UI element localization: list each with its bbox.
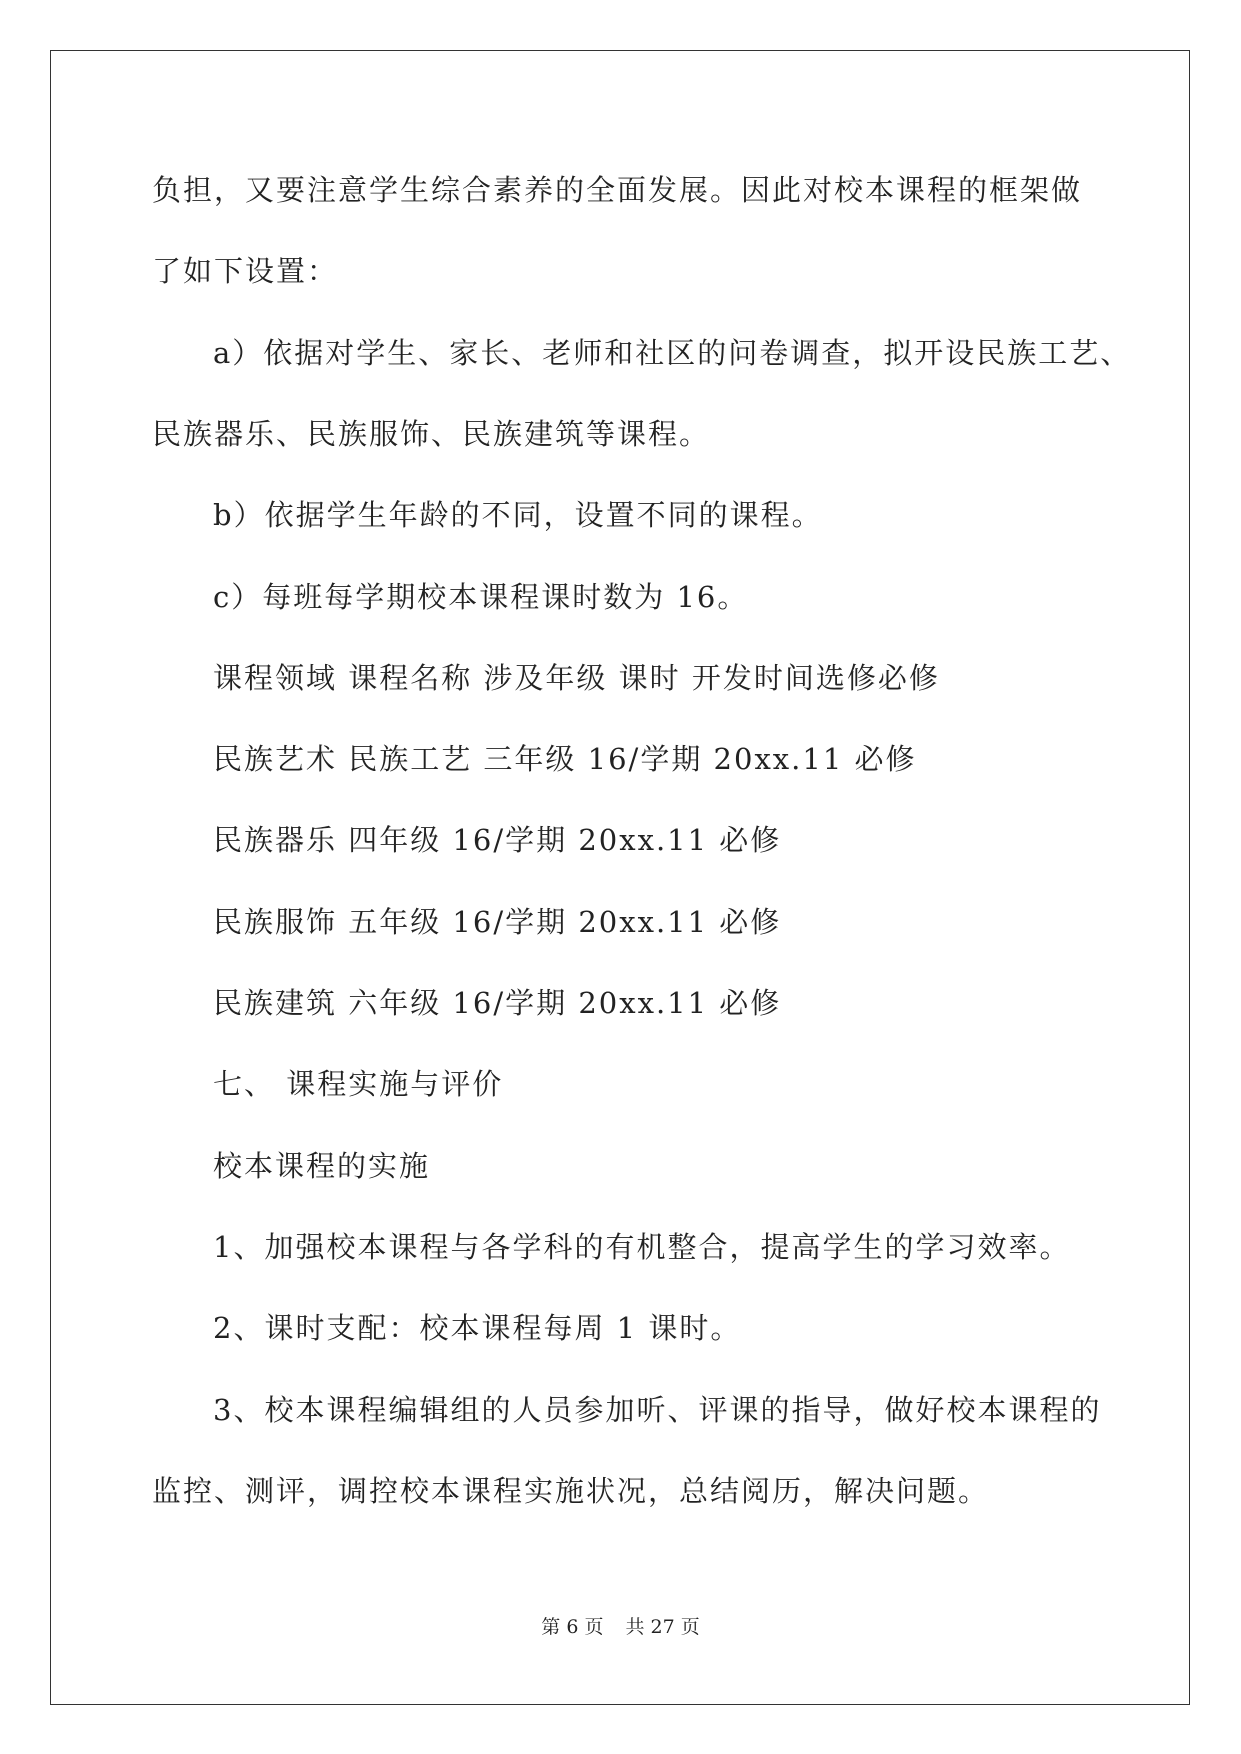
paragraph-line: 负担，又要注意学生综合素养的全面发展。因此对校本课程的框架做 [152, 173, 1083, 207]
course-table-row: 民族建筑 六年级 16/学期 20xx.11 必修 [213, 986, 782, 1020]
numbered-item-2: 2、课时支配：校本课程每周 1 课时。 [213, 1311, 742, 1345]
subsection-heading: 校本课程的实施 [213, 1149, 431, 1183]
list-item-c: c）每班每学期校本课程课时数为 16。 [213, 580, 749, 614]
numbered-item-3: 3、校本课程编辑组的人员参加听、评课的指导，做好校本课程的 [213, 1393, 1102, 1427]
course-table-row: 民族服饰 五年级 16/学期 20xx.11 必修 [213, 905, 782, 939]
paragraph-line: 民族器乐、民族服饰、民族建筑等课程。 [152, 417, 711, 451]
section-heading: 七、 课程实施与评价 [213, 1067, 504, 1101]
numbered-item-1: 1、加强校本课程与各学科的有机整合，提高学生的学习效率。 [213, 1230, 1071, 1264]
page-frame [50, 50, 1190, 1705]
paragraph-line: 监控、测评，调控校本课程实施状况，总结阅历，解决问题。 [152, 1474, 990, 1508]
course-table-row: 民族器乐 四年级 16/学期 20xx.11 必修 [213, 823, 782, 857]
total-pages: 共 27 页 [625, 1616, 700, 1638]
page-footer [0, 1615, 1241, 1639]
list-item-b: b）依据学生年龄的不同，设置不同的课程。 [213, 498, 823, 532]
course-table-row: 民族艺术 民族工艺 三年级 16/学期 20xx.11 必修 [213, 742, 917, 776]
list-item-a: a）依据对学生、家长、老师和社区的问卷调查，拟开设民族工艺、 [213, 336, 1132, 370]
course-table-header: 课程领域 课程名称 涉及年级 课时 开发时间选修必修 [213, 661, 940, 695]
page-number: 第 6 页 [541, 1616, 604, 1638]
paragraph-line: 了如下设置： [152, 254, 339, 288]
